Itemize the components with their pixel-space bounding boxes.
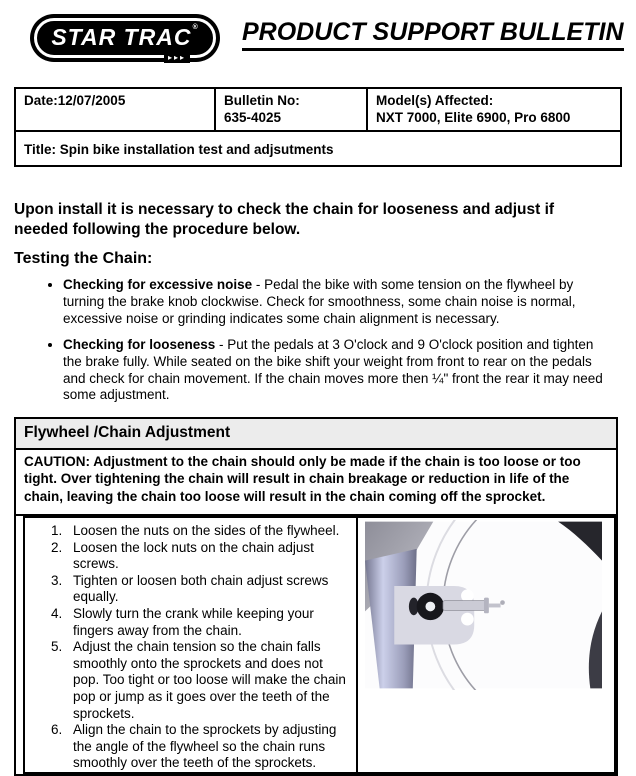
testing-bullet-list — [0, 277, 636, 404]
hub-center — [425, 602, 435, 612]
flywheel-hub-photo — [365, 520, 602, 690]
page-title: PRODUCT SUPPORT BULLETIN — [242, 18, 624, 51]
photo-cell — [357, 517, 615, 773]
bulletin-cell — [215, 88, 367, 131]
testing-chain-heading: Testing the Chain: — [14, 250, 153, 268]
step-item: 3. Tighten or loosen both chain adjust screws equally. — [66, 573, 350, 606]
document-header — [0, 0, 636, 68]
date-cell: Date:12/07/2005 — [15, 88, 215, 131]
bullet-lead: Checking for excessive noise — [63, 277, 253, 293]
bracket-hole-top — [461, 589, 474, 602]
title-cell: Title: Spin bike installation test and adjsutments — [15, 131, 621, 166]
bullet-looseness — [63, 337, 603, 404]
models-label: Model(s) Affected: — [376, 92, 494, 108]
procedure-row — [15, 515, 617, 775]
step-item: 6. Align the chain to the sprockets by adjusting the angle of the flywheel so the chain runs smoothly over the teeth of the sprockets. — [66, 722, 350, 772]
bullet-lead: Checking for looseness — [63, 337, 216, 353]
caution-row — [15, 449, 617, 515]
models-value: NXT 7000, Elite 6900, Pro 6800 — [376, 110, 571, 126]
bracket-hole-bottom — [461, 613, 474, 626]
logo-arrows-icon: ▸▸▸ — [164, 53, 190, 63]
flywheel-section-heading: Flywheel /Chain Adjustment — [15, 418, 617, 449]
star-trac-logo — [30, 14, 220, 62]
step-item: 5. Adjust the chain tension so the chain falls smoothly onto the sprockets and does not pop. Too tight or too loose will make the chain pop or jump as it goes over the teeth of the sprockets. — [66, 639, 350, 722]
info-table-row — [15, 88, 621, 131]
registered-mark: ® — [192, 24, 199, 32]
adjust-screw-flange — [484, 598, 489, 614]
procedure-table — [23, 516, 616, 774]
bulletin-number: 635-4025 — [224, 110, 282, 126]
intro-paragraph: Upon install it is necessary to check the chain for looseness and adjust if needed following the procedure below. — [14, 200, 555, 239]
adjust-screw-tip — [489, 604, 501, 608]
adjust-screw — [443, 601, 486, 611]
step-item: 1. Loosen the nuts on the sides of the flywheel. — [66, 523, 350, 540]
caution-text: CAUTION: Adjustment to the chain should only be made if the chain is too loose or too tight. Over tightening the chain will result in chain breakage or reduction in life of the chain, leaving the chain too loose will result in the chain coming off the sprocket. — [15, 449, 617, 515]
step-item: 2. Loosen the lock nuts on the chain adjust screws. — [66, 540, 350, 573]
info-table-row — [15, 131, 621, 166]
bulletin-label: Bulletin No: — [224, 92, 300, 108]
step-item: 4. Slowly turn the crank while keeping your fingers away from the chain. — [66, 606, 350, 639]
bullet-excessive-noise — [63, 277, 603, 327]
bullet-body: - Pedal the bike with some tension on the flywheel by turning the brake knob clockwise. Check for smoothness, some chain noise is normal, excessive noise or grinding indicates some chain alignment is necessary. — [63, 277, 576, 326]
flywheel-header-row — [15, 418, 617, 449]
screw-end-ball — [500, 600, 505, 605]
adjustment-steps-list — [25, 523, 350, 772]
models-cell — [367, 88, 621, 131]
info-table — [14, 87, 622, 167]
flywheel-section — [14, 417, 618, 776]
steps-cell — [24, 517, 357, 773]
bullet-body: - Put the pedals at 3 O'clock and 9 O'clock position and tighten the brake fully. While seated on the bike shift your weight from front to rear on the pedals and check for chain movement. If the chain moves more then ¼" front the rear it may need some adjustment. — [63, 337, 603, 403]
logo-wordmark: STAR TRAC® — [51, 24, 199, 51]
